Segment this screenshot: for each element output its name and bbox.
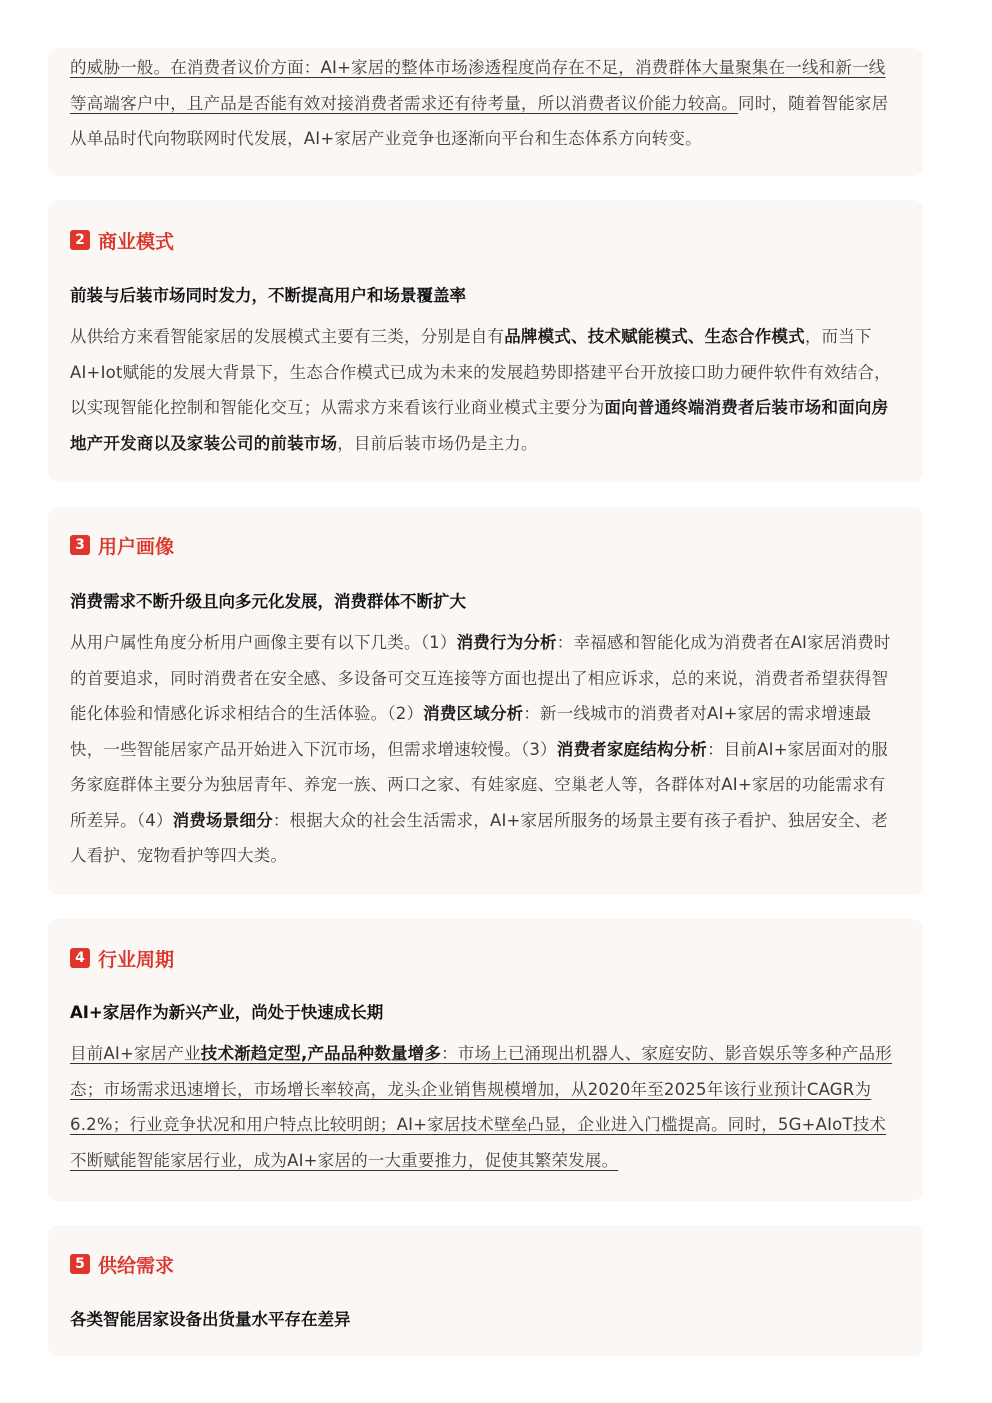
section-paragraph <box>70 625 901 874</box>
section-paragraph <box>70 1036 901 1178</box>
section-number-badge: 5 <box>70 1254 90 1274</box>
section-card-business-model <box>48 200 923 482</box>
bold-text: 面向普通终端消费者后装市场和面向房地产开发商以及家装公司的前装市场 <box>70 398 889 453</box>
paragraph-text: ，目前后装市场仍是主力。 <box>337 433 538 453</box>
section-card-user-profile <box>48 507 923 895</box>
section-number-badge: 4 <box>70 948 90 968</box>
section-paragraph <box>70 319 901 461</box>
paragraph-text: ：新一线城市的消费者对AI+家居的需求增速最快，一些智能居家产品开始进入下沉市场，但需求增速较慢。（3） <box>70 704 872 759</box>
bold-text: 品牌模式、技术赋能模式、生态合作模式 <box>504 327 805 346</box>
section-subheading: AI+家居作为新兴产业，尚处于快速成长期 <box>70 1003 384 1022</box>
paragraph-text: ，而当下AI+Iot赋能的发展大背景下，生态合作模式已成为未来的发展趋势即搭建平台开放接口助力硬件软件有效结合，以实现智能化控制和智能化交互；从需求方来看该行业商业模式主要分为 <box>70 327 891 417</box>
section-card-competition <box>48 48 923 176</box>
section-subheading: 各类智能居家设备出货量水平存在差异 <box>70 1310 351 1329</box>
section-header <box>70 227 901 253</box>
section-subheading: 前装与后装市场同时发力，不断提高用户和场景覆盖率 <box>70 286 466 305</box>
section-card-supply-demand <box>48 1225 923 1356</box>
paragraph-text: 从用户属性角度分析用户画像主要有以下几类。（1） <box>70 633 457 652</box>
bold-text: 消费行为分析 <box>456 633 557 652</box>
section-card-industry-cycle <box>48 919 923 1201</box>
paragraph-text: ：幸福感和智能化成为消费者在AI家居消费时的首要追求，同时消费者在安全感、多设备可交互连接等方面也提出了相应诉求，总的来说，消费者希望获得智能化体验和情感化诉求相结合的生活体验。（2） <box>70 633 891 723</box>
paragraph-text: 同时，随着智能家居从单品时代向物联网时代发展，AI+家居产业竞争也逐渐向平台和生态体系方向转变。 <box>70 93 889 148</box>
section-number-badge: 2 <box>70 230 90 250</box>
section-subheading: 消费需求不断升级且向多元化发展，消费群体不断扩大 <box>70 592 466 611</box>
section-header <box>70 945 901 971</box>
section-title: 供给需求 <box>98 1254 175 1277</box>
underlined-text: 的威胁一般。在消费者议价方面：AI+家居的整体市场渗透程度尚存在不足，消费群体大量聚集在一线和新一线等高端客户中，且产品是否能有效对接消费者需求还有待考量，所以消费者议价能力较高。 <box>70 58 886 113</box>
paragraph-text: 从供给方来看智能家居的发展模式主要有三类，分别是自有 <box>70 327 505 346</box>
paragraph-text: ：根据大众的社会生活需求，AI+家居所服务的场景主要有孩子看护、独居安全、老人看护、宠物看护等四大类。 <box>70 810 888 865</box>
paragraph-text: 目前AI+家居产业 <box>70 1044 201 1063</box>
bold-text: 技术渐趋定型,产品品种数量增多 <box>200 1044 442 1063</box>
section-title: 行业周期 <box>98 948 175 971</box>
section-header <box>70 1251 901 1277</box>
bold-text: 消费区域分析 <box>423 704 524 723</box>
section-title: 商业模式 <box>98 230 175 253</box>
bold-text: 消费者家庭结构分析 <box>556 739 708 759</box>
paragraph-text: ：市场上已涌现出机器人、家庭安防、影音娱乐等多种产品形态；市场需求迅速增长，市场增长率较高，龙头企业销售规模增加，从2020年至2025年该行业预计CAGR为6.2%；行业竞争状况和用户特点比较明朗；AI+家居技术壁垒凸显，企业进入门槛提高。同时，5G+AIoT技术不断赋能智能家居行业，成为AI+家居的一大重要推力，促使其繁荣发展。 <box>70 1044 892 1170</box>
section-title: 用户画像 <box>98 535 175 558</box>
bold-text: 消费场景细分 <box>172 810 273 830</box>
paragraph-text: ：目前AI+家居面对的服务家庭群体主要分为独居青年、养宠一族、两口之家、有娃家庭、空巢老人等，各群体对AI+家居的功能需求有所差异。（4） <box>70 739 888 830</box>
section-header <box>70 532 901 558</box>
competition-paragraph <box>70 50 901 157</box>
section-number-badge: 3 <box>70 535 90 555</box>
